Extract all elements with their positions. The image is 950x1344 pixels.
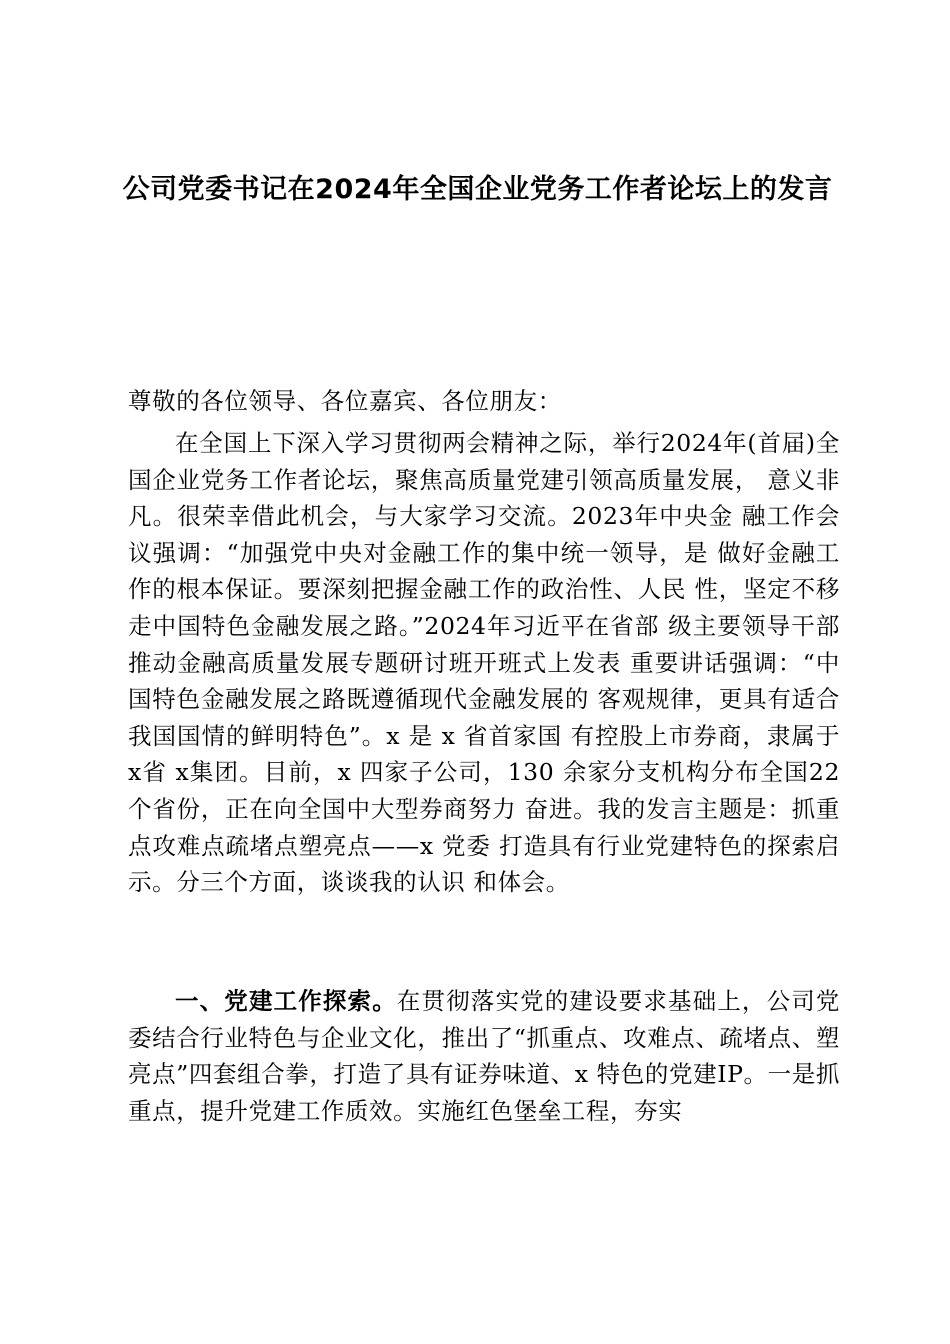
paragraph-intro-text: 在全国上下深入学习贯彻两会精神之际，举行2024年(首届)全国企业党务工作者论坛，聚焦高质量党建引领高质量发展， 意义非凡。很荣幸借此机会，与大家学习交流。2023年中央金 融工作会议强调：“加强党中央对金融工作的集中统一领导，是 做好金融工作的根本保证。要深刻把握金融工作的政治性、人民 性，坚定不移走中国特色金融发展之路。”2024年习近平在省部 级主要领导干部推动金融高质量发展专题研讨班开班式上发表 重要讲话强调：“中国特色金融发展之路既遵循现代金融发展的 客观规律，更具有适合我国国情的鲜明特色”。x 是 x 省首家国 有控股上市券商，隶属于x省 x集团。目前，x 四家子公司，130 余家分支机构分布全国22个省份，正在向全国中大型券商努力 奋进。我的发言主题是：抓重点攻难点疏堵点塑亮点——x 党委 打造具有行业党建特色的探索启示。分三个方面，谈谈我的认识 和体会。: [128, 429, 841, 897]
section-one-text: 在贯彻落实党的建设要求基础上，公司党委结合行业特色与企业文化，推出了“抓重点、攻难点、疏堵点、塑亮点”四套组合拳，打造了具有证券味道、x 特色的党建IP。一是抓重点，提升党建工作质效。实施红色堡垒工程，夯实: [128, 987, 840, 1125]
salutation: 尊敬的各位领导、各位嘉宾、各位朋友：: [128, 387, 562, 415]
paragraph-section-one: [128, 983, 840, 1129]
section-one-heading: 一、党建工作探索。: [175, 987, 397, 1015]
paragraph-intro: [128, 425, 840, 901]
document-title: 公司党委书记在2024年全国企业党务工作者论坛上的发言: [122, 174, 833, 205]
